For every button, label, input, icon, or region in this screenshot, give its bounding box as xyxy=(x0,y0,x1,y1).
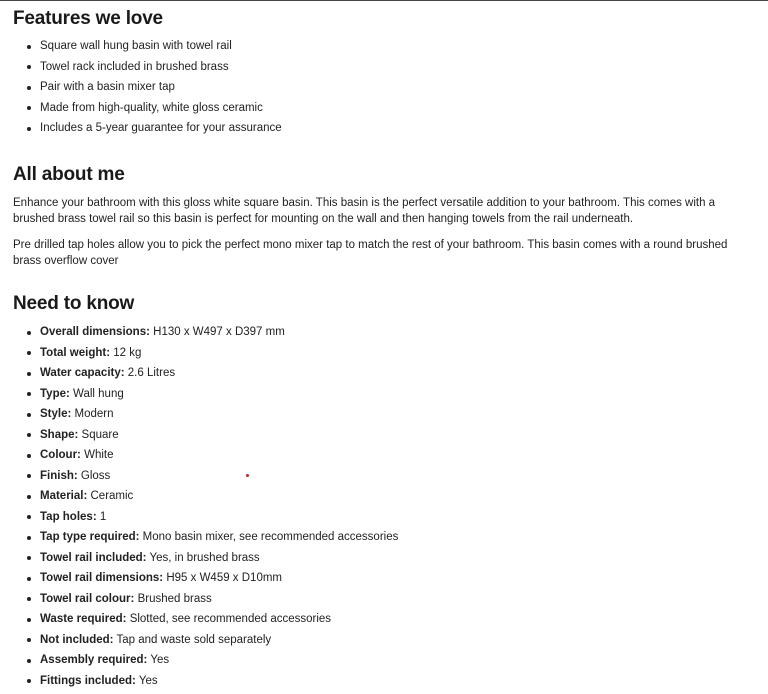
spec-item xyxy=(13,384,398,405)
about-paragraph: Pre drilled tap holes allow you to pick the perfect mono mixer tap to match the rest of your bathroom. This basin comes with a round brushed brass overflow cover xyxy=(13,239,728,267)
spec-item xyxy=(13,404,398,425)
spec-item xyxy=(13,548,398,569)
spec-value: White xyxy=(84,449,114,461)
top-divider xyxy=(0,0,768,1)
spec-item xyxy=(13,609,398,630)
spec-item xyxy=(13,425,398,446)
spec-value: 1 xyxy=(99,510,107,523)
spec-item xyxy=(13,322,398,343)
spec-item xyxy=(13,363,398,384)
red-dot-marker xyxy=(246,474,249,477)
spec-value: Tap and waste sold separately xyxy=(116,633,272,646)
list-item: Made from high-quality, white gloss ceramic xyxy=(13,98,282,119)
spec-item xyxy=(13,671,398,692)
spec-item xyxy=(13,486,398,507)
spec-term: Total weight: xyxy=(40,346,111,359)
spec-term: Water capacity: xyxy=(40,367,125,379)
list-item: Includes a 5-year guarantee for your assurance xyxy=(13,118,282,139)
need-to-know-list xyxy=(13,322,398,691)
spec-item xyxy=(13,466,398,487)
about-heading: All about me xyxy=(13,164,125,185)
features-list xyxy=(13,36,282,139)
spec-value: Slotted, see recommended accessories xyxy=(129,613,332,625)
spec-term: Finish: xyxy=(40,469,78,482)
spec-value: H130 x W497 x D397 mm xyxy=(153,326,285,338)
spec-term: Shape: xyxy=(40,428,79,441)
spec-item xyxy=(13,630,398,651)
spec-term: Material: xyxy=(40,490,88,502)
spec-term: Towel rail dimensions: xyxy=(40,572,164,584)
spec-value: Modern xyxy=(74,408,114,420)
spec-value: Ceramic xyxy=(90,490,134,502)
list-item: Towel rack included in brushed brass xyxy=(13,57,282,78)
need-to-know-heading: Need to know xyxy=(13,293,135,314)
features-heading: Features we love xyxy=(13,8,163,29)
spec-value: H95 x W459 x D10mm xyxy=(166,572,283,584)
spec-item xyxy=(13,507,398,528)
spec-value: 2.6 Litres xyxy=(127,367,176,379)
spec-item xyxy=(13,343,398,364)
about-paragraph: Enhance your bathroom with this gloss white square basin. This basin is the perfect versatile addition to your bathroom. This comes with a brushed brass towel rail so this basin is perfect for mounting on the wall and then hanging towels from the rail underneath. xyxy=(13,197,716,225)
spec-term: Towel rail colour: xyxy=(40,592,135,605)
spec-value: Yes, in brushed brass xyxy=(149,551,260,564)
list-item: Square wall hung basin with towel rail xyxy=(13,36,282,57)
spec-term: Overall dimensions: xyxy=(40,326,150,338)
spec-value: Gloss xyxy=(80,469,111,482)
spec-value: Square xyxy=(81,428,119,441)
spec-term: Towel rail included: xyxy=(40,551,147,564)
spec-term: Tap type required: xyxy=(40,531,140,543)
spec-term: Fittings included: xyxy=(40,674,136,687)
spec-item xyxy=(13,445,398,466)
spec-term: Not included: xyxy=(40,633,114,646)
spec-term: Waste required: xyxy=(40,613,127,625)
spec-item xyxy=(13,568,398,589)
spec-value: Mono basin mixer, see recommended accessories xyxy=(142,531,399,543)
spec-term: Style: xyxy=(40,408,72,420)
list-item: Pair with a basin mixer tap xyxy=(13,77,282,98)
spec-value: Yes xyxy=(150,654,170,666)
spec-term: Colour: xyxy=(40,449,81,461)
spec-value: Brushed brass xyxy=(137,592,212,605)
spec-item xyxy=(13,650,398,671)
spec-term: Type: xyxy=(40,387,70,400)
spec-item xyxy=(13,527,398,548)
spec-value: Wall hung xyxy=(73,387,124,400)
spec-term: Assembly required: xyxy=(40,654,148,666)
spec-value: 12 kg xyxy=(113,346,142,359)
spec-value: Yes xyxy=(138,674,158,687)
spec-term: Tap holes: xyxy=(40,510,97,523)
spec-item xyxy=(13,589,398,610)
